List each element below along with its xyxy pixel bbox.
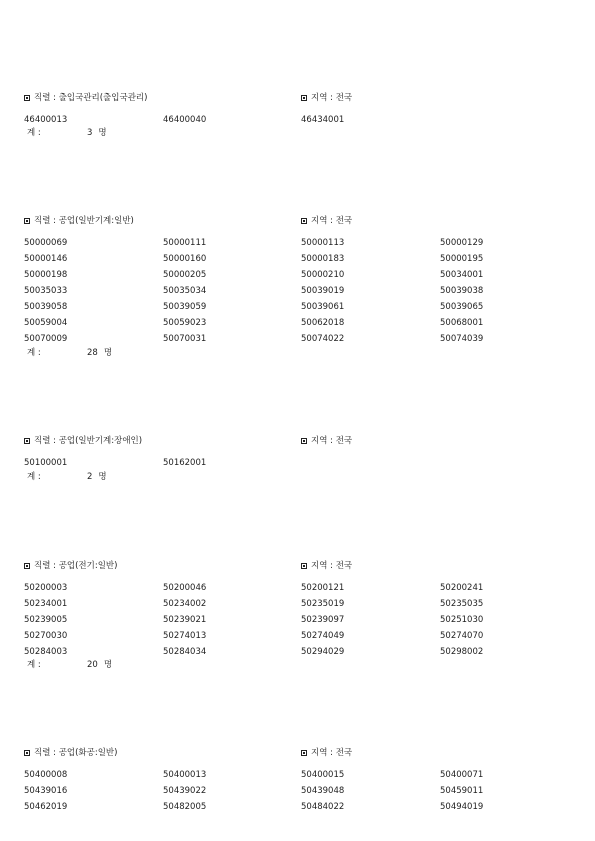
region-heading [301, 92, 352, 104]
candidate-number: 50039058 [24, 302, 68, 312]
total-unit: 명 [98, 128, 107, 138]
candidate-number: 46434001 [301, 115, 345, 125]
square-bullet-icon [24, 95, 30, 101]
candidate-number: 50484022 [301, 802, 345, 812]
section-total [27, 470, 107, 484]
region-heading [301, 215, 352, 227]
region-label: 지역 : 전국 [311, 561, 353, 571]
region-label: 지역 : 전국 [311, 748, 353, 758]
candidate-number: 50000183 [301, 254, 345, 264]
candidate-number: 50274013 [163, 631, 207, 641]
candidate-number: 50039038 [440, 286, 484, 296]
square-bullet-icon [301, 218, 307, 224]
square-bullet-icon [24, 563, 30, 569]
candidate-number: 50059004 [24, 318, 68, 328]
candidate-number-grid [24, 235, 560, 347]
candidate-number: 50494019 [440, 802, 484, 812]
candidate-number: 50034001 [440, 270, 484, 280]
total-unit: 명 [103, 660, 113, 670]
candidate-number: 50274049 [301, 631, 345, 641]
candidate-number: 50059023 [163, 318, 207, 328]
square-bullet-icon [301, 438, 307, 444]
total-unit: 명 [98, 472, 107, 482]
candidate-number: 50000198 [24, 270, 68, 280]
candidate-number: 50000160 [163, 254, 207, 264]
job-series-label: 직렬 : 공업(일반기계:일반) [34, 216, 134, 226]
candidate-number: 50400015 [301, 770, 345, 780]
region-heading [301, 560, 352, 572]
region-label: 지역 : 전국 [311, 436, 353, 446]
region-heading [301, 435, 352, 447]
candidate-number: 50039059 [163, 302, 207, 312]
candidate-number-grid [24, 455, 560, 471]
candidate-number: 50000129 [440, 238, 484, 248]
job-series-heading [24, 435, 142, 447]
candidate-number: 50294029 [301, 647, 345, 657]
candidate-number: 50200003 [24, 583, 68, 593]
section-total [27, 346, 112, 360]
total-label: 계 : [27, 472, 41, 482]
candidate-number: 50200121 [301, 583, 345, 593]
candidate-number: 50234002 [163, 599, 207, 609]
job-series-label: 직렬 : 공업(일반기계:장애인) [34, 436, 143, 446]
total-count: 28 [87, 348, 98, 358]
total-label: 계 : [27, 660, 41, 670]
candidate-number: 50000205 [163, 270, 207, 280]
square-bullet-icon [24, 438, 30, 444]
candidate-number: 50239005 [24, 615, 68, 625]
candidate-number: 46400013 [24, 115, 68, 125]
total-label: 계 : [27, 348, 41, 358]
candidate-number: 50070031 [163, 334, 207, 344]
candidate-number: 50000146 [24, 254, 68, 264]
candidate-number: 50482005 [163, 802, 207, 812]
candidate-number: 50274070 [440, 631, 484, 641]
candidate-number: 50100001 [24, 458, 68, 468]
candidate-number: 50439048 [301, 786, 345, 796]
candidate-number: 50239097 [301, 615, 345, 625]
candidate-number: 50000210 [301, 270, 345, 280]
candidate-number-grid [24, 580, 560, 660]
section-total [27, 658, 112, 672]
candidate-number: 50400013 [163, 770, 207, 780]
candidate-number: 50400071 [440, 770, 484, 780]
job-series-heading [24, 92, 147, 104]
candidate-number: 50439016 [24, 786, 68, 796]
candidate-number: 50162001 [163, 458, 207, 468]
candidate-number: 50062018 [301, 318, 345, 328]
job-series-label: 직렬 : 출입국관리(출입국관리) [34, 93, 148, 103]
region-heading [301, 747, 352, 759]
square-bullet-icon [24, 218, 30, 224]
candidate-number: 50000069 [24, 238, 68, 248]
candidate-number: 50000113 [301, 238, 345, 248]
candidate-number: 50039061 [301, 302, 345, 312]
candidate-number: 50068001 [440, 318, 484, 328]
candidate-number: 50284003 [24, 647, 68, 657]
job-series-heading [24, 215, 134, 227]
candidate-number: 50000111 [163, 238, 207, 248]
total-label: 계 : [27, 128, 41, 138]
candidate-number: 50039019 [301, 286, 345, 296]
candidate-number: 50000195 [440, 254, 484, 264]
candidate-number: 50459011 [440, 786, 484, 796]
square-bullet-icon [301, 563, 307, 569]
candidate-number: 50070009 [24, 334, 68, 344]
candidate-number: 50462019 [24, 802, 68, 812]
candidate-number: 50074022 [301, 334, 345, 344]
total-count: 2 [87, 472, 93, 482]
candidate-number: 50251030 [440, 615, 484, 625]
candidate-number: 50270030 [24, 631, 68, 641]
candidate-number: 50039065 [440, 302, 484, 312]
candidate-number: 50200241 [440, 583, 484, 593]
candidate-number: 50035033 [24, 286, 68, 296]
candidate-number: 50239021 [163, 615, 207, 625]
candidate-number: 50035034 [163, 286, 207, 296]
candidate-number: 50400008 [24, 770, 68, 780]
total-unit: 명 [103, 348, 113, 358]
square-bullet-icon [24, 750, 30, 756]
job-series-heading [24, 560, 117, 572]
total-count: 20 [87, 660, 98, 670]
candidate-number: 50234001 [24, 599, 68, 609]
candidate-number: 50284034 [163, 647, 207, 657]
section-total [27, 126, 107, 140]
candidate-number: 50235035 [440, 599, 484, 609]
region-label: 지역 : 전국 [311, 93, 353, 103]
candidate-number: 50298002 [440, 647, 484, 657]
total-count: 3 [87, 128, 93, 138]
candidate-number: 50200046 [163, 583, 207, 593]
candidate-number-grid [24, 767, 560, 815]
job-series-heading [24, 747, 117, 759]
square-bullet-icon [301, 95, 307, 101]
region-label: 지역 : 전국 [311, 216, 353, 226]
candidate-number: 50235019 [301, 599, 345, 609]
job-series-label: 직렬 : 공업(전기:일반) [34, 561, 118, 571]
candidate-number: 50074039 [440, 334, 484, 344]
square-bullet-icon [301, 750, 307, 756]
candidate-number: 50439022 [163, 786, 207, 796]
job-series-label: 직렬 : 공업(화공:일반) [34, 748, 118, 758]
candidate-number: 46400040 [163, 115, 207, 125]
